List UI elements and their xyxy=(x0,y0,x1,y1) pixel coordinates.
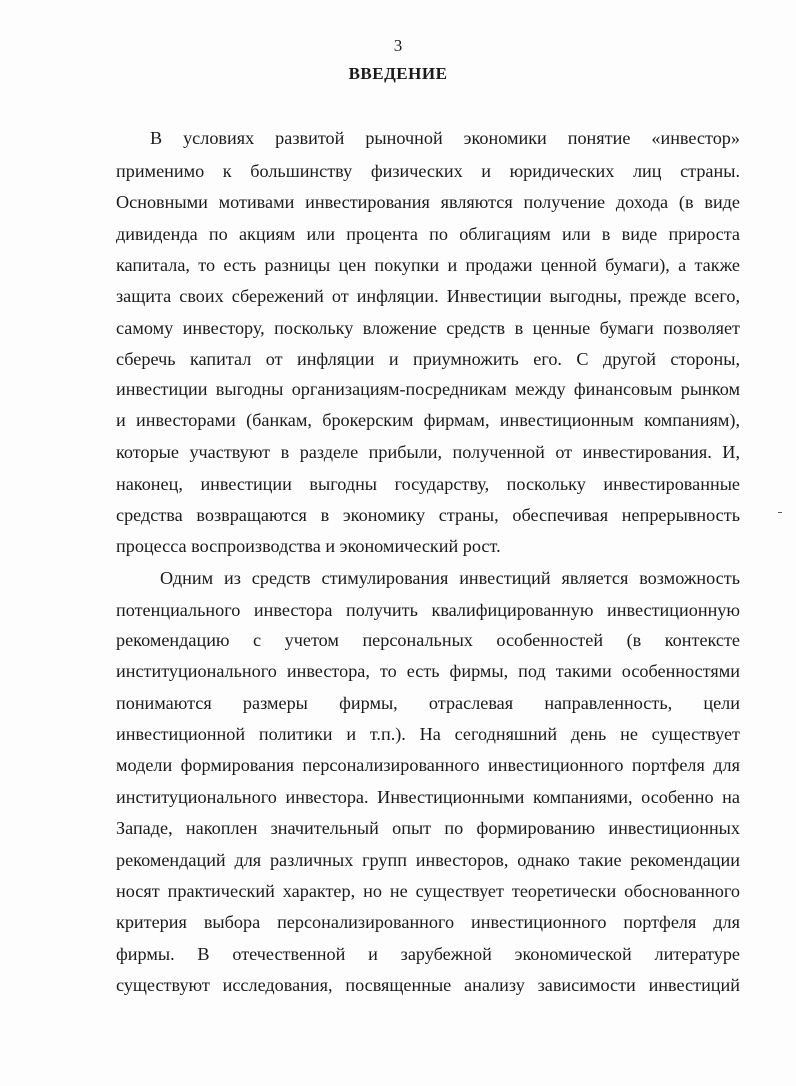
text-line: существуют исследования, посвященные анализу зависимости инвестиций xyxy=(116,975,740,995)
text-line: средства возвращаются в экономику страны, обеспечивая непрерывность xyxy=(116,505,740,525)
text-line: носят практический характер, но не существует теоретически обоснованного xyxy=(116,881,740,901)
text-line: и инвесторами (банкам, брокерским фирмам, инвестиционным компаниям), xyxy=(116,410,740,430)
text-line: институционального инвестора, то есть фирмы, под такими особенностями xyxy=(116,661,740,681)
section-heading: ВВЕДЕНИЕ xyxy=(348,64,448,83)
text-line: инвестиционной политики и т.п.). На сегодняшний день не существует xyxy=(116,724,740,744)
text-line: которые участвуют в разделе прибыли, полученной от инвестирования. И, xyxy=(116,442,740,462)
text-line: модели формирования персонализированного инвестиционного портфеля для xyxy=(116,755,740,775)
text-line: рекомендацию с учетом персональных особенностей (в контексте xyxy=(116,630,740,650)
text-line: применимо к большинству физических и юридических лиц страны. xyxy=(116,161,740,181)
text-line: В условиях развитой рыночной экономики понятие «инвестор» xyxy=(150,128,740,148)
text-line: самому инвестору, поскольку вложение средств в ценные бумаги позволяет xyxy=(116,318,740,338)
text-line: потенциального инвестора получить квалифицированную инвестиционную xyxy=(116,600,740,620)
text-line: капитала, то есть разницы цен покупки и продажи ценной бумаги), а также xyxy=(116,255,740,275)
scan-mark xyxy=(778,512,782,513)
text-line: институционального инвестора. Инвестиционными компаниями, особенно на xyxy=(116,787,740,807)
text-line: понимаются размеры фирмы, отраслевая направленность, цели xyxy=(116,693,740,713)
text-line: сберечь капитал от инфляции и приумножить его. С другой стороны, xyxy=(116,349,740,369)
text-line: процесса воспроизводства и экономический рост. xyxy=(116,536,501,556)
text-line: Основными мотивами инвестирования являются получение дохода (в виде xyxy=(116,192,740,212)
text-line: фирмы. В отечественной и зарубежной экономической литературе xyxy=(116,944,740,964)
text-line: дивиденда по акциям или процента по облигациям или в виде прироста xyxy=(116,224,740,244)
text-line: Западе, накоплен значительный опыт по формированию инвестиционных xyxy=(116,818,740,838)
text-line: наконец, инвестиции выгодны государству, поскольку инвестированные xyxy=(116,474,740,494)
text-line: рекомендаций для различных групп инвесторов, однако такие рекомендации xyxy=(116,850,740,870)
text-line: защита своих сбережений от инфляции. Инвестиции выгодны, прежде всего, xyxy=(116,286,740,306)
text-line: Одним из средств стимулирования инвестиций является возможность xyxy=(160,568,740,588)
text-line: критерия выбора персонализированного инвестиционного портфеля для xyxy=(116,912,740,932)
page-number: 3 xyxy=(393,36,403,55)
text-line: инвестиции выгодны организациям-посредникам между финансовым рынком xyxy=(116,379,740,399)
